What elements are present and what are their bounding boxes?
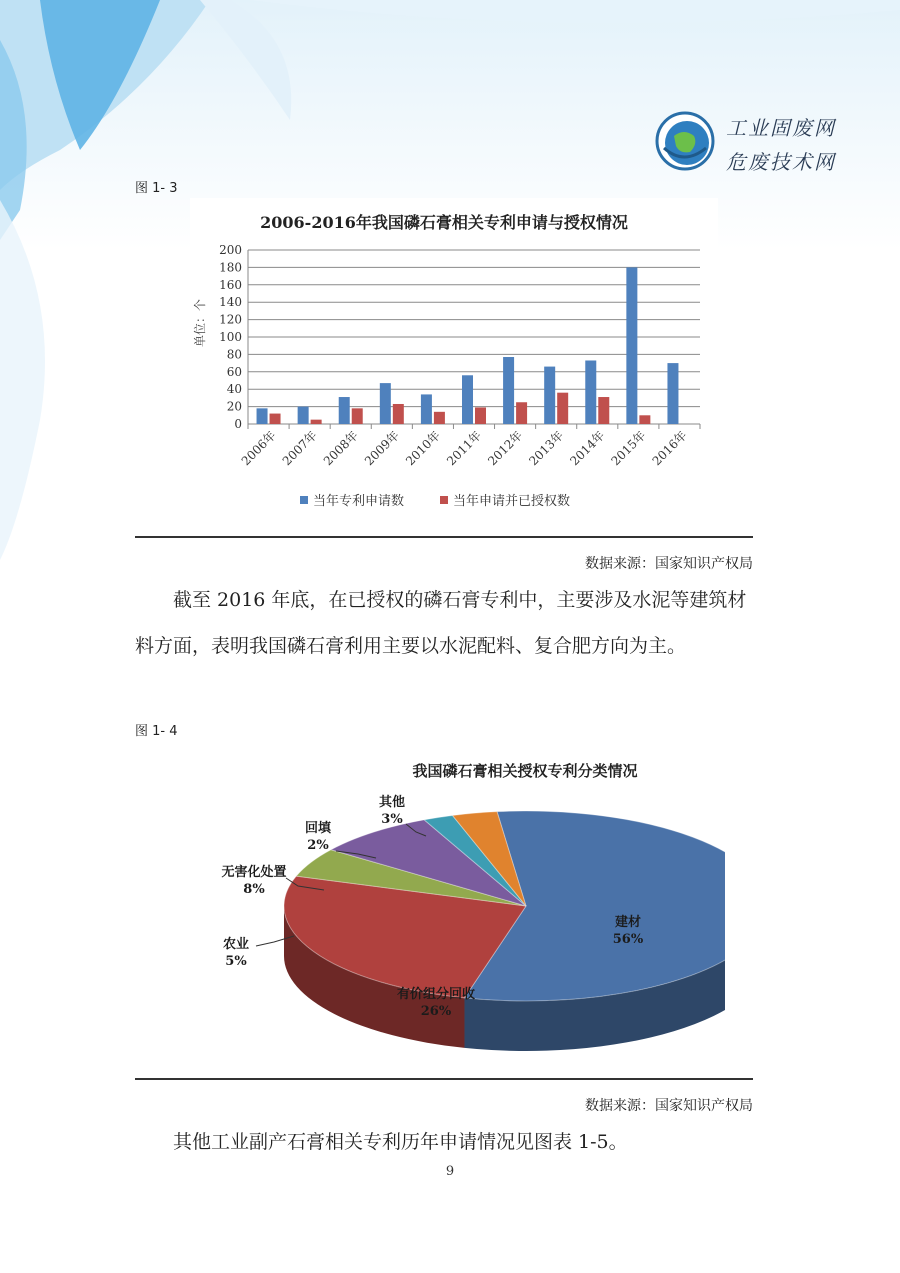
x-tick-label: 2006年 [238,428,279,469]
bar [257,408,268,424]
x-tick-label: 2007年 [279,428,320,469]
page-number: 9 [445,1164,455,1179]
bar [557,393,568,424]
bar [393,404,404,424]
x-tick-label: 2014年 [567,428,608,469]
bar [667,363,678,424]
bar [434,412,445,424]
bar [598,397,609,424]
y-tick-label: 120 [219,312,242,327]
slice-label: 无害化处置 [221,865,287,880]
data-source: 数据来源：国家知识产权局 [585,1098,753,1114]
body-paragraph [135,577,760,669]
bar [626,267,637,424]
bar [462,375,473,424]
x-tick-label: 2015年 [608,428,649,469]
slice-label: 建材 [614,915,642,930]
paragraph-text: 截至 2016 年底，在已授权的磷石膏专利中，主要涉及水泥等建筑材料方面，表明我国磷石膏利用主要以水泥配料、复合肥方向为主。 [135,589,747,657]
bar [352,408,363,424]
globe-logo-icon [654,108,716,174]
y-tick-label: 160 [219,277,242,292]
figure-label: 图 1- 3 [135,181,178,196]
y-axis-label: 单位：个 [193,298,207,348]
paragraph-text: 其他工业副产石膏相关专利历年申请情况见图表 1-5。 [173,1131,628,1153]
chart-title: 2006-2016年我国磷石膏相关专利申请与授权情况 [260,213,628,232]
x-tick-label: 2012年 [485,428,526,469]
slice-value-label: 3% [381,812,403,827]
chart-background [190,198,718,528]
bar [380,383,391,424]
divider-line [135,536,753,538]
y-tick-label: 180 [219,260,242,275]
slice-label: 有价组分回收 [396,987,476,1002]
bar [339,397,350,424]
body-paragraph [135,1119,760,1165]
x-tick-label: 2011年 [444,428,485,469]
y-tick-label: 80 [226,347,242,362]
bar [298,407,309,424]
bar [421,394,432,424]
slice-value-label: 5% [225,954,247,969]
slice-label: 农业 [222,937,250,952]
divider-line [135,1078,753,1080]
bar [270,414,281,424]
bar [639,415,650,424]
figure-label: 图 1- 4 [135,724,178,739]
slice-label: 其他 [378,795,406,810]
logo-line-2: 危废技术网 [726,150,836,174]
x-tick-label: 2013年 [526,428,567,469]
logo-line-1: 工业固废网 [726,116,836,140]
bar [585,360,596,424]
y-tick-label: 200 [219,243,242,257]
bar [311,420,322,424]
x-tick-label: 2009年 [361,428,402,469]
bar [516,402,527,424]
site-logo [654,108,834,188]
legend-label: 当年专利申请数 [313,494,405,509]
y-tick-label: 0 [234,417,242,431]
y-tick-label: 20 [226,399,242,414]
slice-value-label: 26% [420,1004,452,1019]
y-tick-label: 100 [219,330,242,344]
legend-swatch [300,496,308,504]
chart-title: 我国磷石膏相关授权专利分类情况 [412,762,638,780]
data-source: 数据来源：国家知识产权局 [585,556,753,572]
y-tick-label: 60 [226,364,242,379]
legend-swatch [440,496,448,504]
legend-label: 当年申请并已授权数 [453,494,571,509]
y-tick-label: 40 [226,382,242,397]
x-tick-label: 2016年 [649,428,690,469]
x-tick-label: 2008年 [320,428,361,469]
x-tick-label: 2010年 [403,428,444,469]
slice-value-label: 56% [612,932,644,947]
bar [475,407,486,424]
y-tick-label: 140 [219,295,242,310]
slice-value-label: 8% [243,882,265,897]
slice-value-label: 2% [307,838,329,853]
bar [544,367,555,424]
slice-label: 回填 [304,821,332,836]
bar-chart [190,198,718,528]
bar [503,357,514,424]
pie-chart [190,748,725,1073]
